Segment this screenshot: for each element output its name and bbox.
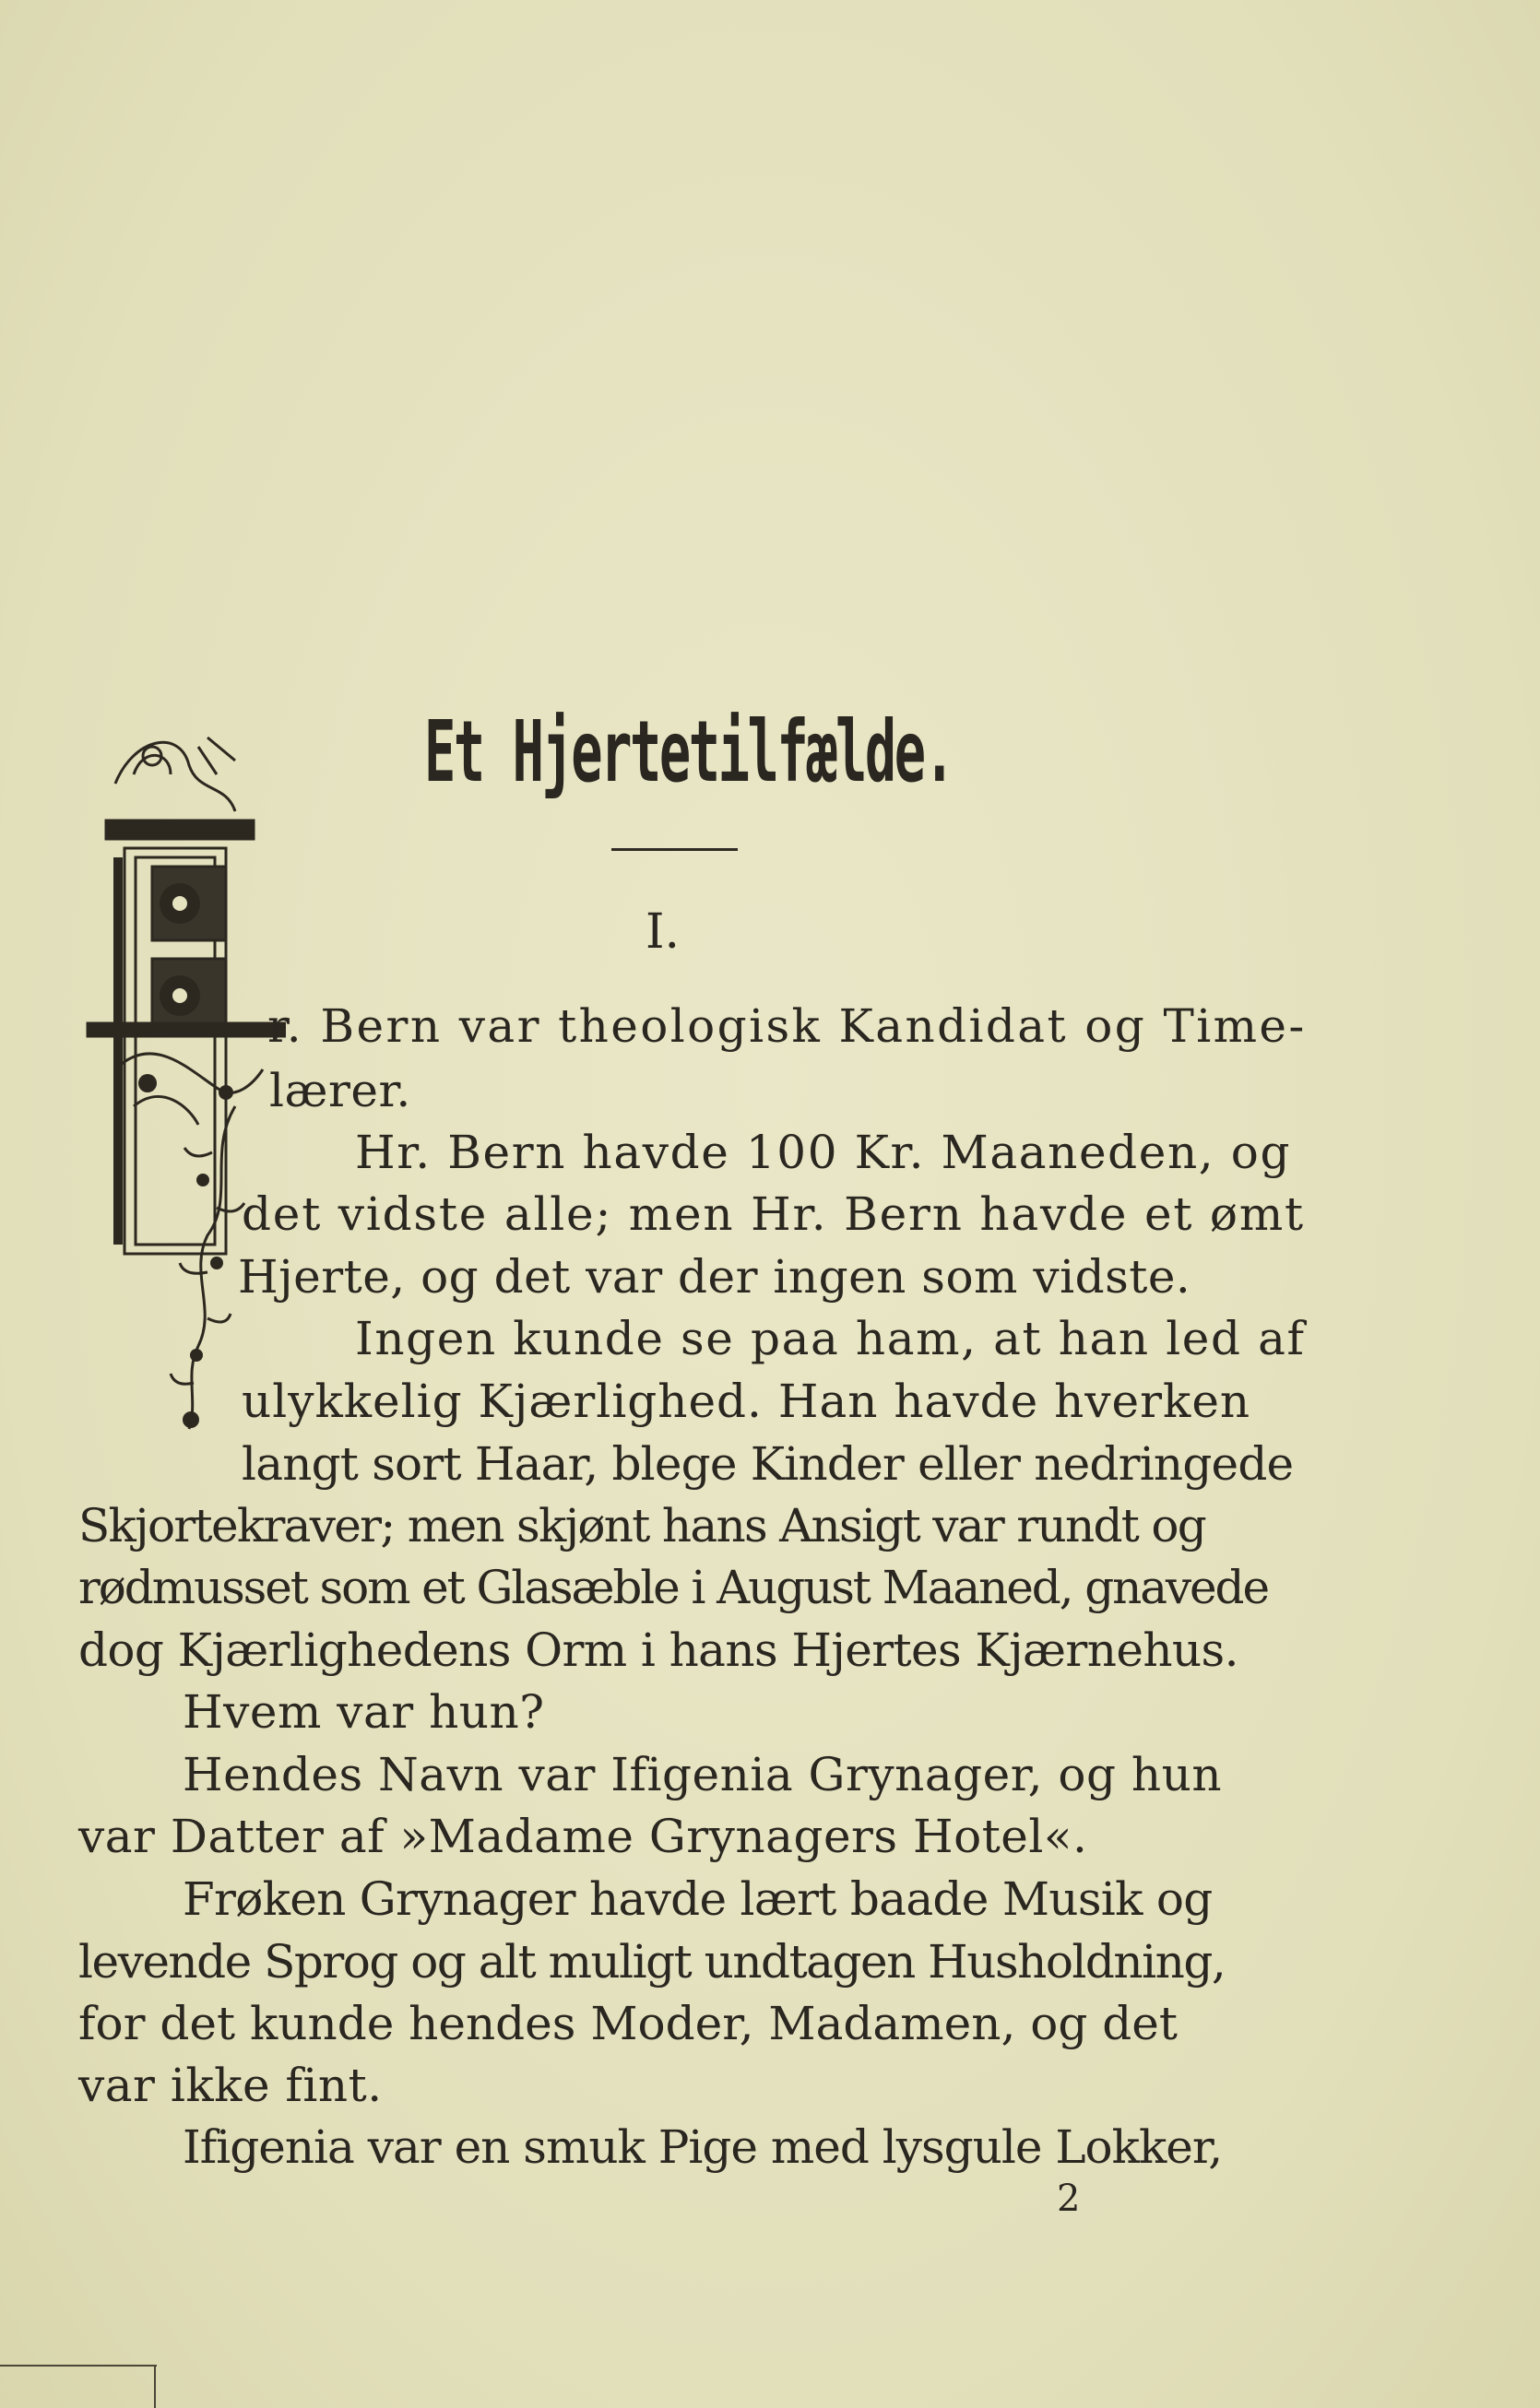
ornamental-initial-h: [78, 719, 286, 1457]
text-line: rødmusset som et Glasæble i August Maaned, gnavede: [78, 1561, 1268, 1614]
text-line: Hendes Navn var Ifigenia Grynager, og hun: [183, 1748, 1223, 1801]
text-line: ulykkelig Kjærlighed. Han havde hverken: [242, 1375, 1251, 1428]
text-line: levende Sprog og alt muligt undtagen Husholdning,: [78, 1935, 1226, 1989]
text-line: det vidste alle; men Hr. Bern havde et ømt: [242, 1187, 1305, 1241]
text-line: Ifigenia var en smuk Pige med lysgule Lokker,: [183, 2120, 1223, 2174]
text-line: lærer.: [269, 1064, 411, 1117]
page-edge-mark: [0, 2365, 157, 2367]
text-line: var Datter af »Madame Grynagers Hotel«.: [78, 1810, 1088, 1863]
page-edge-mark: [154, 2365, 156, 2408]
text-line: var ikke fint.: [78, 2059, 383, 2112]
text-line: Skjortekraver; men skjønt hans Ansigt var rundt og: [78, 1499, 1206, 1552]
text-line: r. Bern var theologisk Kandidat og Time-: [267, 999, 1307, 1053]
text-line: Hvem var hun?: [183, 1685, 545, 1739]
text-line: dog Kjærlighedens Orm i hans Hjertes Kjærnehus.: [78, 1623, 1238, 1677]
text-line: for det kunde hendes Moder, Madamen, og det: [78, 1997, 1178, 2050]
title-rule: [611, 848, 738, 851]
text-line: langt sort Haar, blege Kinder eller nedringede: [242, 1437, 1294, 1491]
chapter-number: I.: [646, 904, 681, 960]
text-line: Hjerte, og det var der ingen som vidste.: [238, 1250, 1191, 1304]
text-line: Hr. Bern havde 100 Kr. Maaneden, og: [355, 1126, 1292, 1179]
text-line: Ingen kunde se paa ham, at han led af: [355, 1312, 1306, 1365]
page-number: 2: [1057, 2178, 1081, 2220]
text-line: Frøken Grynager havde lært baade Musik og: [183, 1872, 1213, 1926]
chapter-title: Et Hjertetilfælde.: [424, 702, 954, 801]
